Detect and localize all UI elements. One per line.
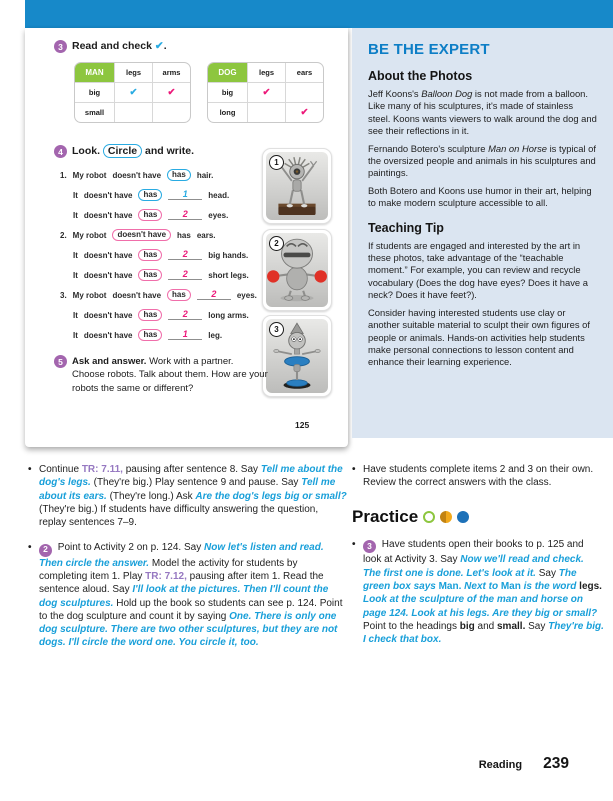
footer-page-number: 239	[543, 755, 569, 772]
robot-photo-2	[262, 229, 332, 311]
top-blue-bar	[25, 0, 613, 28]
about-paragraph-2: Fernando Botero's sculpture Man on Horse is typical of the oversized people and animals in his sculptures and paintings.	[368, 142, 596, 179]
activity4-line: It doesn't have has 1 leg.	[73, 329, 223, 340]
teaching-tip-heading: Teaching Tip	[368, 220, 444, 235]
check-cell	[153, 83, 190, 103]
activity2-step-badge: 2	[39, 544, 52, 557]
student-page-number: 125	[295, 420, 310, 430]
written-answer: 2	[182, 249, 188, 259]
table-column-header: legs	[248, 63, 286, 83]
activity4-line: It doesn't have has 2 eyes.	[73, 209, 229, 220]
activity4-lines	[60, 165, 270, 345]
table-column-header: ears	[286, 63, 323, 83]
script-bullet-text: Have students complete items 2 and 3 on their own. Review the correct answers with the class.	[363, 464, 594, 489]
script-right-column	[352, 463, 604, 658]
answer-blank	[168, 310, 202, 320]
practice-label: Practice	[352, 506, 419, 526]
script-bullet-text: Continue TR: 7.11, pausing after sentence 8. Say Tell me about the dog's legs. (They're big.) Play sentence 9 and pause. Say Tell me about its ears. (They're long.) Ask Are the dog's legs big or small? (They're big.) If students have difficulty answering the question, replay sentences 7–9.	[39, 464, 347, 529]
practice-heading	[352, 506, 604, 529]
table-row	[208, 83, 323, 103]
table-row	[75, 83, 190, 103]
row-label: small	[75, 103, 115, 122]
teaching-tip-paragraph-2: Consider having interested students use clay or another suitable material to sculpt their own figures of people or animals. Hands-on activities help students make personal connections to lesson content and enhance their learning experience.	[368, 306, 590, 368]
robot-photo-3	[262, 315, 332, 397]
expert-panel-title: BE THE EXPERT	[368, 41, 490, 58]
page-footer	[479, 755, 569, 773]
activity3-header	[54, 40, 167, 53]
practice-level-circle-filled	[457, 511, 469, 523]
photo-number-badge: 2	[269, 236, 284, 251]
answer-blank	[168, 250, 202, 260]
activity4-line: 1. My robot doesn't have has hair.	[60, 170, 214, 180]
answer-blank	[197, 290, 231, 300]
written-answer: 2	[211, 289, 217, 299]
written-answer: 2	[182, 269, 188, 279]
row-label: big	[208, 83, 248, 103]
teaching-tip-paragraph-1: If students are engaged and interested by the art in these photos, take advantage of the “teachable moment.” For example, you can review and recycle vocabulary (Does the dog have eyes? Does it have a neck? Does it have feet?).	[368, 239, 588, 301]
robot-photo-1	[262, 148, 332, 224]
script-bullet-activity3	[352, 538, 604, 646]
check-cell	[248, 103, 286, 122]
script-bullet-items-2-3	[352, 463, 604, 490]
table-key-header: MAN	[75, 63, 115, 83]
activity4-line: It doesn't have has 2 short legs.	[73, 269, 249, 280]
photo-number-badge: 3	[269, 322, 284, 337]
answer-blank	[168, 190, 202, 200]
bullet-dot: •	[352, 464, 356, 475]
written-answer: 1	[182, 329, 188, 339]
bullet-dot: •	[352, 539, 356, 551]
script-bullet-text: Point to Activity 2 on p. 124. Say Now let's listen and read. Then circle the answer. Model the activity for students by completing item 1. Play TR: 7.12, pausing after item 1. Read the sentence aloud. Say I'll look at the pictures. Then I'll count the dog sculptures. Hold up the book so students can see p. 124. Point to the dog sculpture and count it by saying One. There is only one dog sculpture. There are two other sculptures, but they are not dogs. I'll circle the word one. You circle it, too.	[39, 542, 343, 649]
table-row	[75, 103, 190, 122]
practice-level-circle-half	[440, 511, 452, 523]
activity4-header	[54, 145, 194, 158]
about-paragraph-3: Both Botero and Koons use humor in their art, helping to make modern sculpture accessible to all.	[368, 184, 592, 209]
activity4-line: It doesn't have has 2 long arms.	[73, 309, 249, 320]
bullet-dot: •	[28, 464, 32, 475]
answer-blank	[168, 270, 202, 280]
check-mark: ✔	[167, 87, 176, 98]
photo-number-badge: 1	[269, 155, 284, 170]
student-page-scan	[25, 28, 348, 447]
about-paragraph-1: Jeff Koons's Balloon Dog is not made from a balloon. Like many of his sculptures, it's made of stainless steel. Koons wants viewers to walk around the dog and see their reflections in it.	[368, 88, 597, 137]
check-mark: ✔	[129, 87, 138, 98]
activity3-number-badge: 3	[54, 40, 67, 53]
activity4-title: Look. Circle and write.	[72, 145, 195, 157]
table-column-header: arms	[153, 63, 190, 83]
check-cell	[248, 83, 286, 103]
written-answer: 1	[182, 189, 188, 199]
script-bullet-continue-tr711	[28, 463, 347, 529]
check-cell	[153, 103, 190, 122]
activity4-line: 2. My robot doesn't have has ears.	[60, 230, 216, 240]
script-left-column	[28, 463, 347, 662]
dog-table	[207, 62, 324, 123]
activity4-line: It doesn't have has 2 big hands.	[73, 249, 249, 260]
written-answer: 2	[182, 209, 188, 219]
script-bullet-text: Have students open their books to p. 125 and look at Activity 3. Say Now we'll read and check. The first one is done. Let's look at it. Say The green box says Man. Next to Man is the word legs. Look at the sculpture of the man and horse on page 124. Look at his legs. Are they big or small? Point to the headings big and small. Say They're big. I check that box.	[363, 539, 604, 646]
check-tables	[74, 62, 324, 123]
activity3-step-badge: 3	[363, 540, 376, 553]
be-the-expert-panel	[352, 28, 613, 438]
check-cell	[286, 103, 323, 122]
about-the-photos-heading: About the Photos	[368, 69, 473, 83]
row-label: big	[75, 83, 115, 103]
table-row	[208, 103, 323, 122]
activity5-text: Ask and answer. Work with a partner. Choose robots. Talk about them. How are your robots the same or different?	[72, 356, 268, 394]
activity4-number-badge: 4	[54, 145, 67, 158]
activity4-line: 3. My robot doesn't have has 2 eyes.	[60, 289, 257, 300]
footer-section-label: Reading	[478, 759, 523, 771]
activity4-line: It doesn't have has 1 head.	[73, 189, 230, 200]
bullet-dot: •	[28, 542, 32, 554]
check-cell	[115, 103, 153, 122]
activity3-title: Read and check ✔.	[72, 40, 167, 52]
table-column-header: legs	[115, 63, 153, 83]
check-mark: ✔	[300, 107, 309, 118]
man-table	[74, 62, 191, 123]
activity5-number-badge: 5	[54, 355, 67, 368]
activity5-header	[54, 355, 268, 395]
row-label: long	[208, 103, 248, 122]
check-mark: ✔	[262, 87, 271, 98]
check-cell	[286, 83, 323, 103]
check-cell	[115, 83, 153, 103]
answer-blank	[168, 210, 202, 220]
answer-blank	[168, 330, 202, 340]
script-bullet-activity2	[28, 541, 347, 649]
written-answer: 2	[182, 309, 188, 319]
table-key-header: DOG	[208, 63, 248, 83]
practice-level-circle-outline	[423, 511, 435, 523]
